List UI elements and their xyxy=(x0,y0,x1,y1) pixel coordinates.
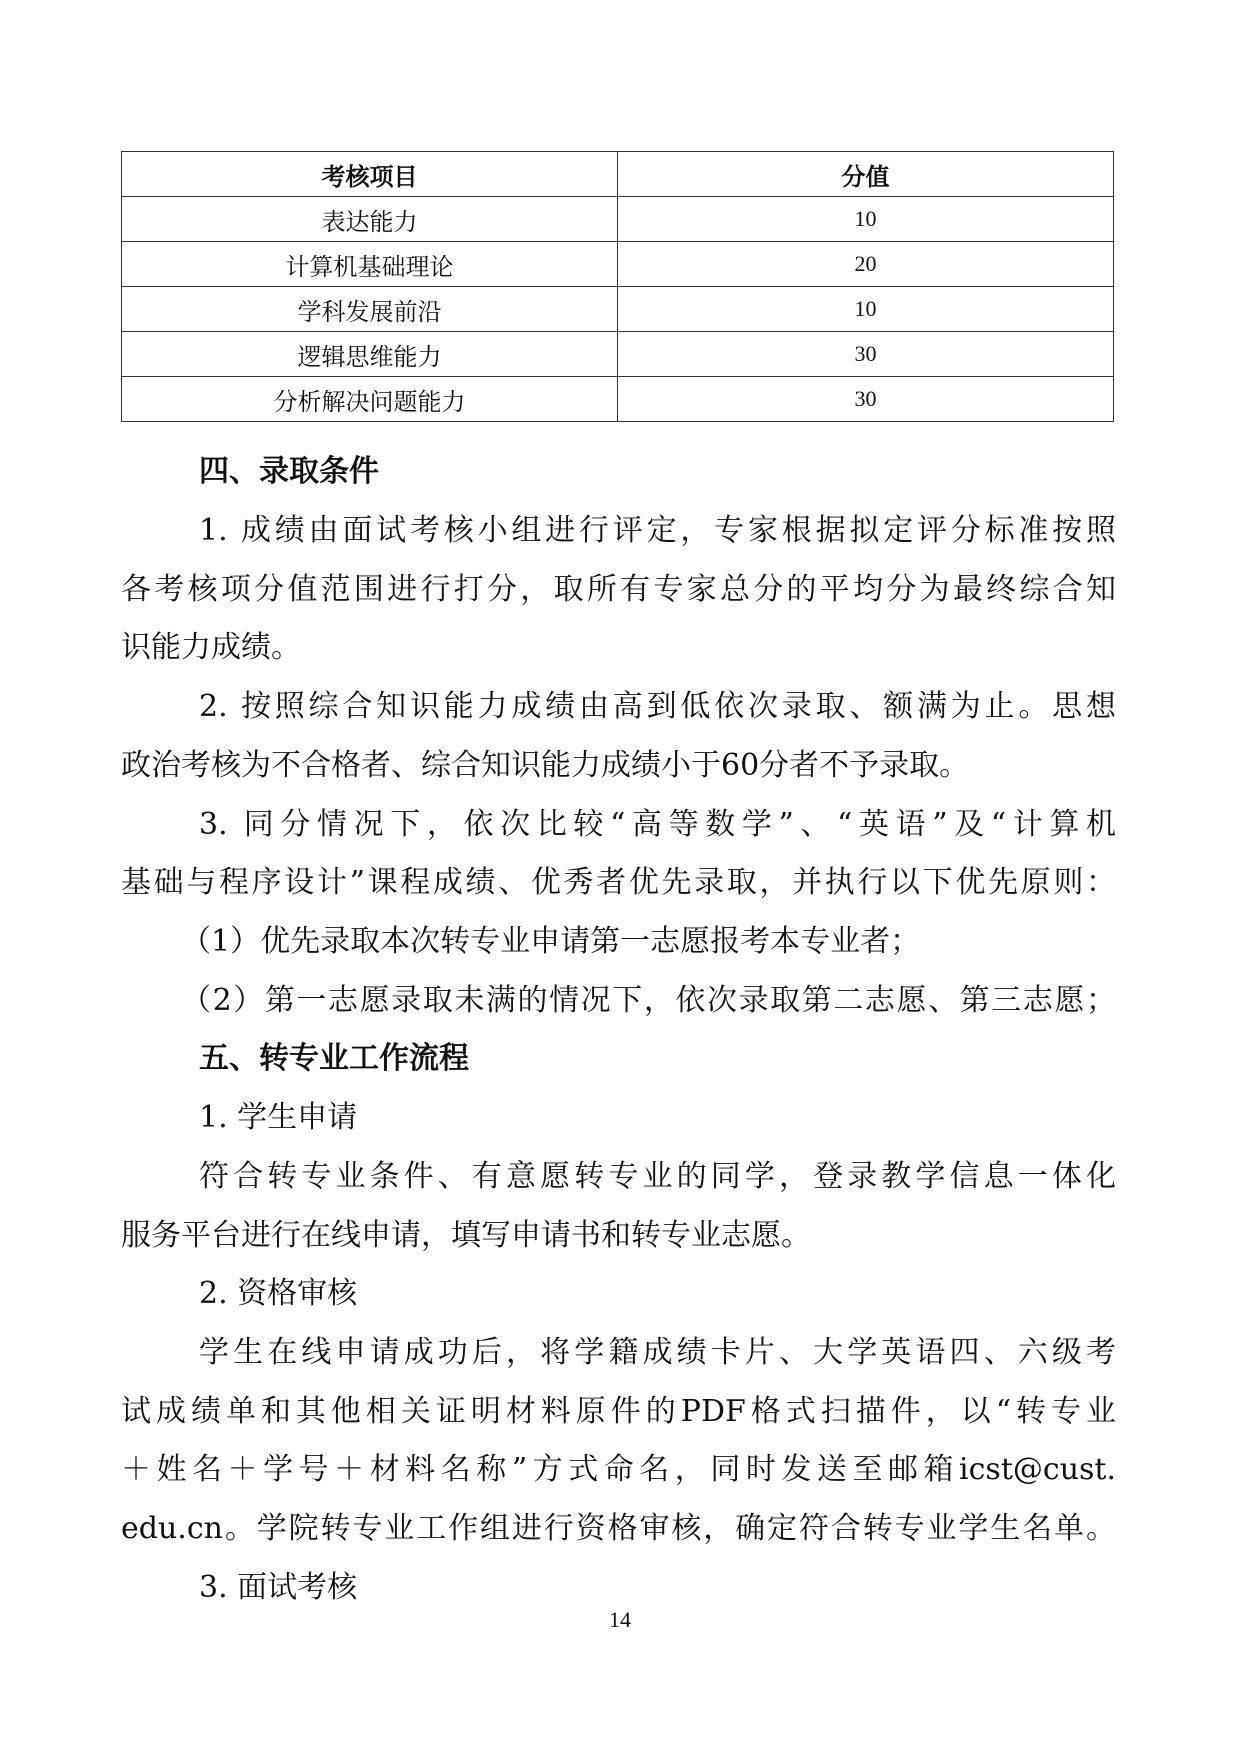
paragraph-line: 识能力成绩。 xyxy=(121,630,301,665)
table-row xyxy=(122,287,1114,332)
table-cell-score: 30 xyxy=(618,377,1114,422)
paragraph-line: 符合转专业条件、有意愿转专业的同学，登录教学信息一体化 xyxy=(199,1159,1116,1194)
page-number: 14 xyxy=(609,1607,631,1632)
paragraph-line: edu.cn。学院转专业工作组进行资格审核，确定符合转专业学生名单。 xyxy=(121,1511,1116,1546)
header-score: 分值 xyxy=(618,152,1114,197)
header-assessment-item: 考核项目 xyxy=(122,152,618,197)
table-row xyxy=(122,377,1114,422)
table-cell-score: 10 xyxy=(618,287,1114,332)
table-cell-score: 20 xyxy=(618,242,1114,287)
table-cell-item: 计算机基础理论 xyxy=(122,242,618,287)
paragraph-line: 各考核项分值范围进行打分，取所有专家总分的平均分为最终综合知 xyxy=(121,572,1116,607)
subheading-qualification-review: 2. 资格审核 xyxy=(199,1276,358,1311)
table-cell-item: 逻辑思维能力 xyxy=(122,332,618,377)
paragraph-line: 试成绩单和其他相关证明材料原件的PDF格式扫描件，以“转专业 xyxy=(121,1394,1116,1429)
table-cell-item: 学科发展前沿 xyxy=(122,287,618,332)
table-cell-score: 10 xyxy=(618,197,1114,242)
paragraph-line: （2）第一志愿录取未满的情况下，依次录取第二志愿、第三志愿； xyxy=(181,983,1116,1018)
table-header-row xyxy=(122,152,1114,197)
subheading-student-application: 1. 学生申请 xyxy=(199,1100,358,1135)
subheading-interview: 3. 面试考核 xyxy=(199,1570,358,1605)
table-row xyxy=(122,332,1114,377)
paragraph-line: 2. 按照综合知识能力成绩由高到低依次录取、额满为止。思想 xyxy=(199,689,1116,724)
paragraph-line: 政治考核为不合格者、综合知识能力成绩小于60分者不予录取。 xyxy=(121,748,970,783)
table-cell-item: 表达能力 xyxy=(122,197,618,242)
assessment-score-table xyxy=(121,151,1114,422)
paragraph-line: 基础与程序设计”课程成绩、优秀者优先录取，并执行以下优先原则： xyxy=(121,865,1116,900)
paragraph-line: 3. 同分情况下，依次比较“高等数学”、“英语”及“计算机 xyxy=(199,807,1116,842)
table-cell-score: 30 xyxy=(618,332,1114,377)
paragraph-line: 学生在线申请成功后，将学籍成绩卡片、大学英语四、六级考 xyxy=(199,1335,1116,1370)
table-cell-item: 分析解决问题能力 xyxy=(122,377,618,422)
paragraph-line: ＋姓名＋学号＋材料名称”方式命名，同时发送至邮箱icst@cust. xyxy=(121,1452,1116,1487)
paragraph-line: 1. 成绩由面试考核小组进行评定，专家根据拟定评分标准按照 xyxy=(199,513,1116,548)
section-heading-admission: 四、录取条件 xyxy=(199,454,379,489)
section-heading-workflow: 五、转专业工作流程 xyxy=(199,1041,469,1076)
paragraph-line: （1）优先录取本次转专业申请第一志愿报考本专业者； xyxy=(181,924,921,959)
table-row xyxy=(122,242,1114,287)
table-row xyxy=(122,197,1114,242)
paragraph-line: 服务平台进行在线申请，填写申请书和转专业志愿。 xyxy=(121,1218,811,1253)
